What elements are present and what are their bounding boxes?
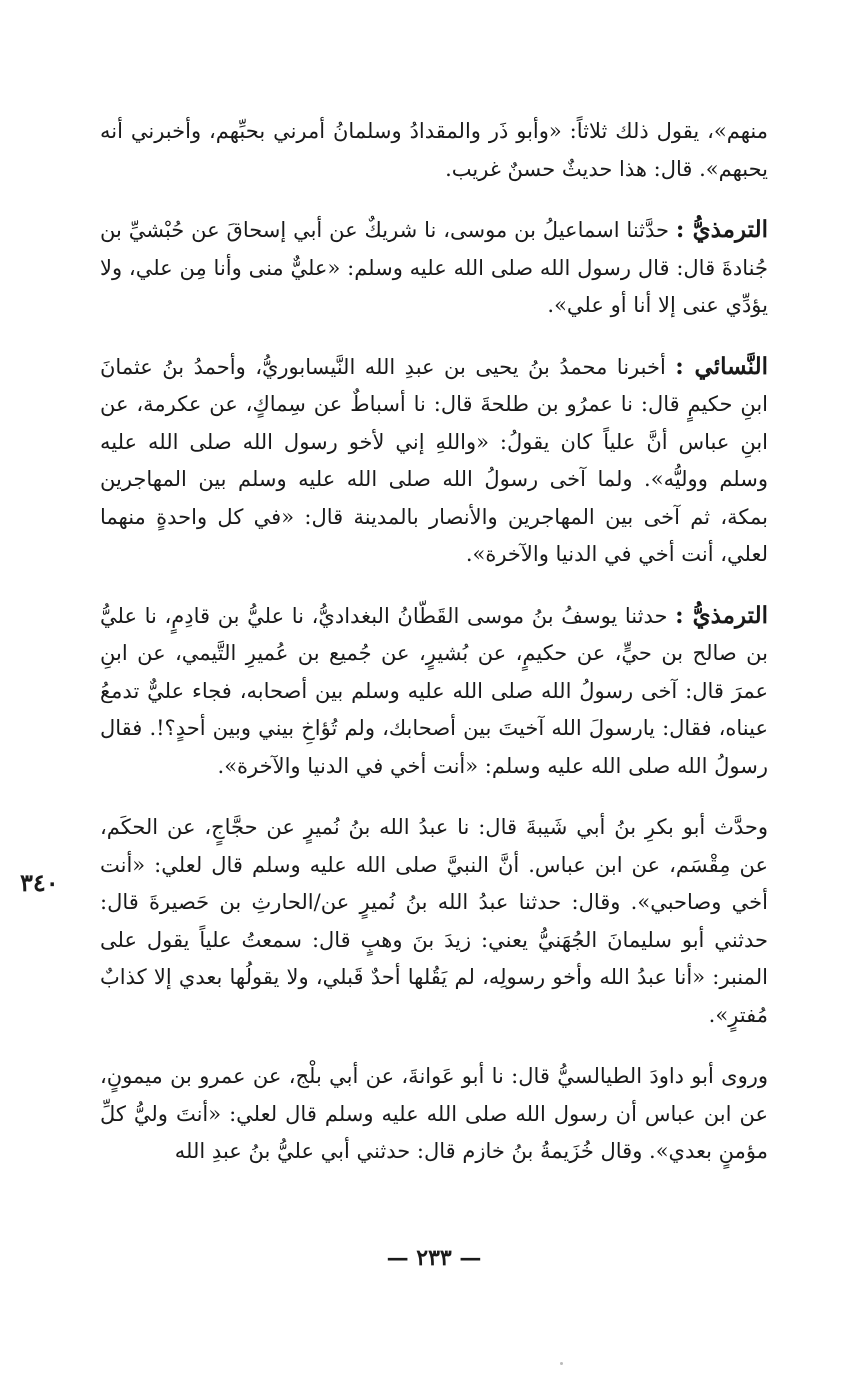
- paragraph-3-author: النَّسائي :: [675, 352, 768, 380]
- paragraph-1: [100, 112, 768, 188]
- page-number: — ٢٣٣ —: [386, 1245, 482, 1271]
- paragraph-5-text: وحدَّث أبو بكرِ بنُ أبي شَيبةَ قال: نا عبدُ الله بنُ نُميرٍ عن حجَّاجٍ، عن الحكَم، عن مِقْسَم، عن ابن عباس. أنَّ النبيَّ صلى الله عليه وسلم قال لعلي: «أنت أخي وصاحبي». وقال: حدثنا عبدُ الله بنُ نُميرٍ عن/الحارثِ بن حَصيرةَ قال: حدثني أبو سليمانَ الجُهَنيُّ يعني: زيدَ بنَ وهبٍ قال: سمعتُ علياً يقول على المنبر: «أنا عبدُ الله وأخو رسولِه، لم يَقُلها أحدٌ قَبلي، ولا يقولُها بعدي إلا كذابٌ مُفترٍ».: [100, 815, 768, 1027]
- paragraph-4-author: الترمذيُّ :: [675, 601, 768, 629]
- paragraph-3-text: أخبرنا محمدُ بنُ يحيى بن عبدِ الله النَّيسابوريُّ، وأحمدُ بنُ عثمانَ ابنِ حكيمٍ قال: نا عمرُو بن طلحةَ قال: نا أسباطٌ عن سِماكٍ، عن عكرمة، عن ابنِ عباس أنَّ علياً كان يقولُ: «واللهِ إني لأخو رسول الله صلى الله عليه وسلم ووليُّه». ولما آخى رسولُ الله صلى الله عليه وسلم بين المهاجرين بمكة، ثم آخى بين المهاجرين والأنصار بالمدينة قال: «في كل واحدةٍ منهما لعلي، أنت أخي في الدنيا والآخرة».: [100, 354, 768, 566]
- paragraph-2-text: حدَّثنا اسماعيلُ بن موسى، نا شريكٌ عن أبي إسحاقَ عن حُبْشيِّ بن جُنادةَ قال: قال رسول الله صلى الله عليه وسلم: «عليٌّ منى وأنا مِن علي، ولا يؤدِّي عنى إلا أنا أو علي».: [100, 218, 768, 317]
- paragraph-5: [100, 808, 768, 1034]
- paragraph-4-text: حدثنا يوسفُ بنُ موسى القَطّانُ البغداديُّ، نا عليُّ بن قادِمٍ، نا عليُّ بن صالح بن حيٍّ، عن حكيمٍ، عن بُشيرٍ، عن جُميع بن عُميرِ التَّيمي، عن ابنِ عمرَ قال: آخى رسولُ الله صلى الله عليه وسلم بين أصحابه، فجاء عليٌّ تدمعُ عيناه، فقال: يارسولَ الله آخيتَ بين أصحابك، ولم تُؤاخِ بيني وبين أحدٍ؟!. فقال رسولُ الله صلى الله عليه وسلم: «أنت أخي في الدنيا والآخرة».: [100, 603, 768, 778]
- page-body: [100, 112, 768, 1194]
- scan-speck: [560, 1362, 563, 1365]
- paragraph-6-text: وروى أبو داودَ الطيالسيُّ قال: نا أبو عَوانةَ، عن أبي بلْج، عن عمرو بن ميمونٍ، عن ابن عباس أن رسول الله صلى الله عليه وسلم قال لعلي: «أنتَ وليُّ كلِّ مؤمنٍ بعدي». وقال خُزَيمةُ بنُ خازم قال: حدثني أبي عليُّ بنُ عبدِ الله: [100, 1064, 768, 1163]
- paragraph-2-author: الترمذيُّ :: [675, 216, 768, 243]
- margin-page-reference: ٣٤٠: [20, 868, 59, 897]
- paragraph-4: [100, 597, 768, 786]
- paragraph-1-text: منهم»، يقول ذلك ثلاثاً: «وأبو ذَر والمقدادُ وسلمانُ أمرني بحبِّهم، وأخبرني أنه يحبهم». قال: هذا حديثٌ حسنٌ غريب.: [100, 119, 768, 181]
- paragraph-6: [100, 1057, 768, 1171]
- paragraph-2: [100, 211, 768, 325]
- paragraph-3: [100, 348, 768, 574]
